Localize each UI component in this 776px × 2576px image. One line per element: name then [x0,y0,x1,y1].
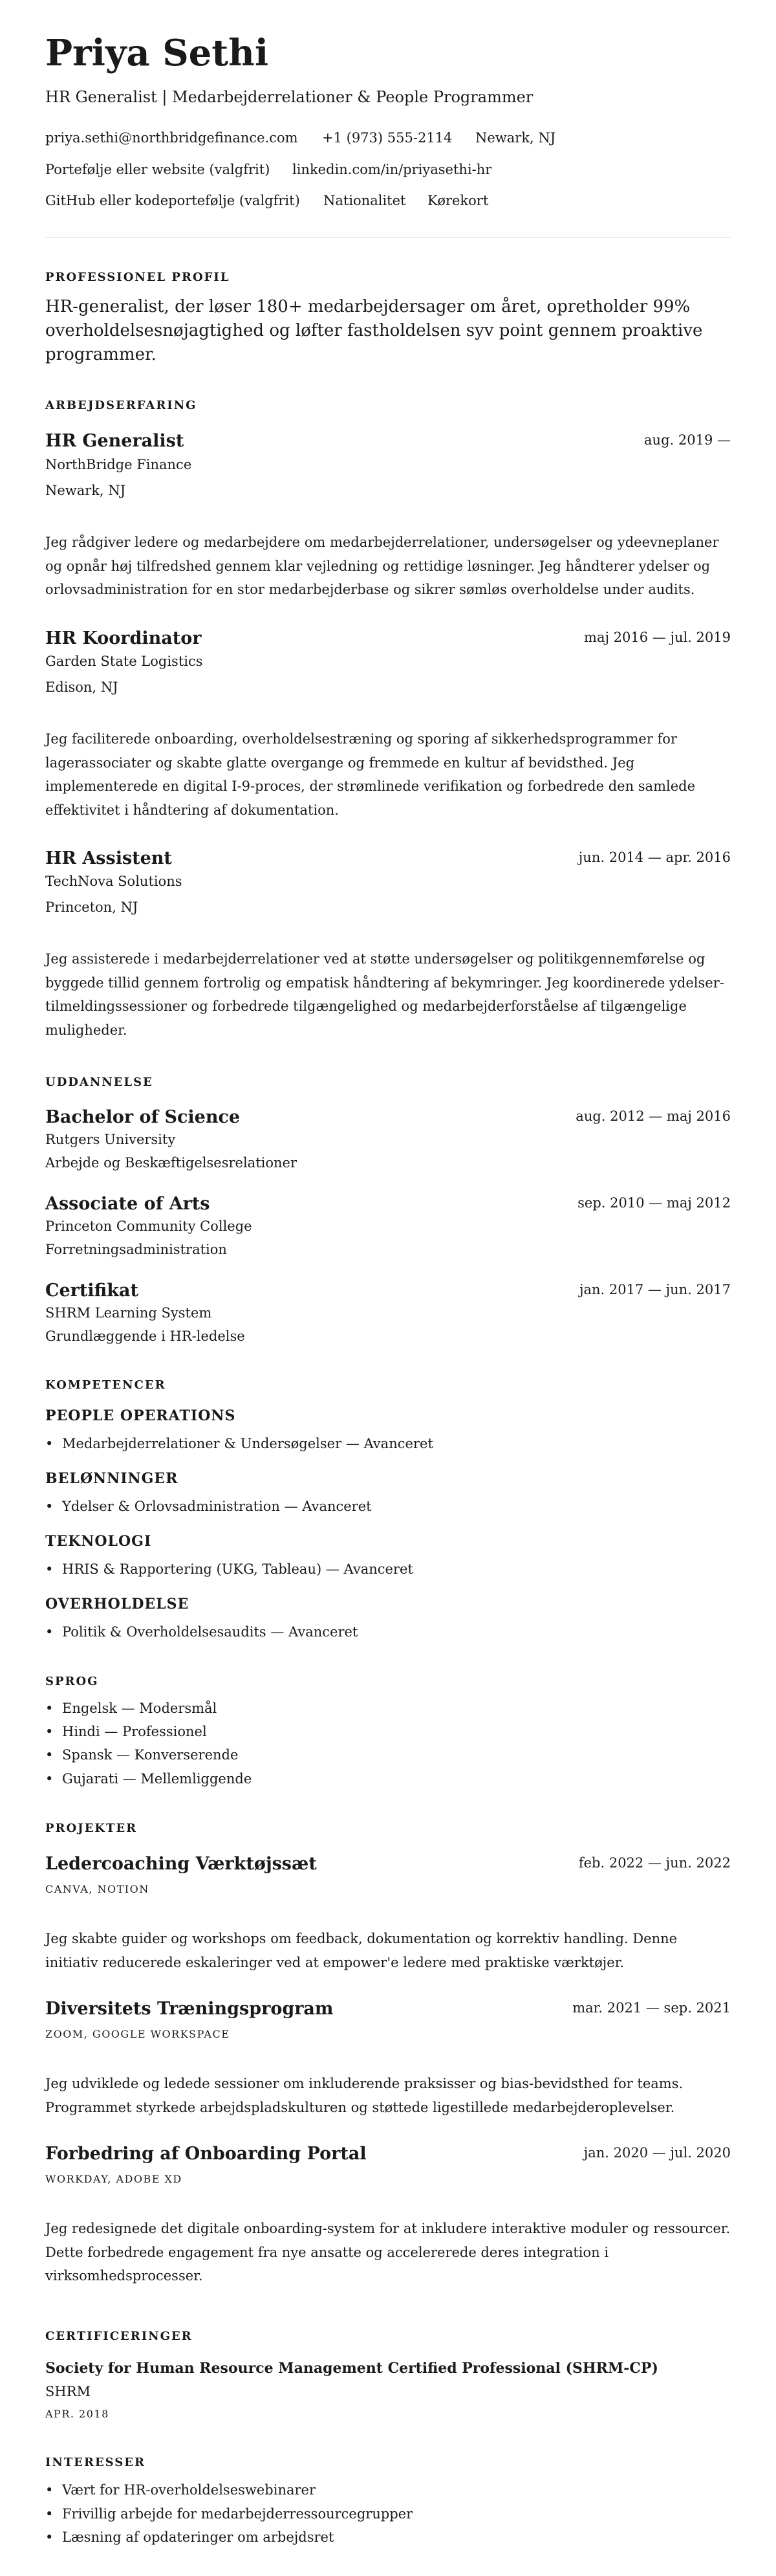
project-tech: ZOOM, GOOGLE WORKSPACE [45,2028,230,2040]
language-item: • Hindi — Professionel [62,1724,207,1739]
job-dates: maj 2016 — jul. 2019 [584,630,731,645]
interest-item: • Læsning af opdateringer om arbejdsret [62,2529,334,2545]
education-dates: sep. 2010 — maj 2012 [577,1195,731,1211]
section-heading-profile: PROFESSIONEL PROFIL [45,270,230,284]
candidate-tagline: HR Generalist | Medarbejderrelationer & People Programmer [45,88,534,106]
job-dates: aug. 2019 — [644,432,731,448]
skill-group-name: OVERHOLDELSE [45,1596,189,1613]
job-description: Jeg assisterede i medarbejderrelationer ved at støtte undersøgelser og politikgennemførelse og byggede tillid gennem fortrolig og empatisk håndtering af bekymringer. Jeg koordinerede ydelser-tilmeldingssessioner og forbedrede tilgængelighed og medarbejderforståelse af tilgængelige muligheder. [45,951,724,1038]
project-dates: jan. 2020 — jul. 2020 [583,2145,731,2161]
section-heading-interests: INTERESSER [45,2456,146,2469]
project-dates: mar. 2021 — sep. 2021 [572,2000,731,2016]
job-dates: jun. 2014 — apr. 2016 [578,850,731,865]
profile-summary: HR-generalist, der løser 180+ medarbejdersager om året, opretholder 99% overholdelsesnøjagtighed og løfter fastholdelsen syv point gennem proaktive programmer. [45,297,703,364]
interest-item: • Vært for HR-overholdelseswebinarer [62,2482,316,2498]
project-description: Jeg skabte guider og workshops om feedback, dokumentation og korrektiv handling. Denne initiativ reducerede eskaleringer ved at empower'e ledere med praktiske værktøjer. [45,1931,678,1970]
skill-group-name: TEKNOLOGI [45,1533,152,1550]
language-item: • Spansk — Konverserende [62,1747,238,1763]
project-title: Forbedring af Onboarding Portal [45,2144,367,2164]
skill-item: • Politik & Overholdelsesaudits — Avanceret [62,1624,358,1640]
project-title: Ledercoaching Værktøjssæt [45,1854,317,1874]
contact-phone[interactable]: +1 (973) 555-2114 [322,130,453,146]
job-title: HR Generalist [45,431,184,451]
section-heading-education: UDDANNELSE [45,1075,153,1089]
project-description: Jeg redesignede det digitale onboarding-system for at inkludere interaktive moduler og ressourcer. Dette forbedrede engagement fra nye ansatte og accelererede deres integration i virksomhedsprocesser. [45,2221,731,2284]
contact-nationality: Nationalitet [323,193,406,208]
school-name: Princeton Community College [45,1218,252,1234]
skill-group-name: BELØNNINGER [45,1470,178,1487]
contact-email[interactable]: priya.sethi@northbridgefinance.com [45,130,298,146]
contact-portfolio[interactable]: Portefølje eller website (valgfrit) [45,162,270,177]
field-of-study: Grundlæggende i HR-ledelse [45,1328,245,1344]
job-location: Princeton, NJ [45,899,138,915]
job-description: Jeg faciliterede onboarding, overholdelsestræning og sporing af sikkerhedsprogrammer for lagerassociater og skabte glatte overgange og fremmede en kultur af bevidsthed. Jeg implementerede en digital I-9-proces, der strømlinede verifikation og forbedrede den samlede effektivitet i håndtering af dokumentation. [45,731,696,818]
skill-item: • HRIS & Rapportering (UKG, Tableau) — Avanceret [62,1561,413,1577]
contact-github[interactable]: GitHub eller kodeportefølje (valgfrit) [45,193,300,208]
contact-license: Kørekort [427,193,489,208]
skill-item: • Ydelser & Orlovsadministration — Avanceret [62,1499,372,1514]
language-item: • Gujarati — Mellemliggende [62,1771,252,1787]
project-tech: WORKDAY, ADOBE XD [45,2173,182,2185]
project-title: Diversitets Træningsprogram [45,1999,334,2019]
field-of-study: Forretningsadministration [45,1242,227,1257]
skill-group-name: PEOPLE OPERATIONS [45,1407,236,1424]
skill-item: • Medarbejderrelationer & Undersøgelser — Avanceret [62,1436,433,1451]
school-name: SHRM Learning System [45,1305,212,1321]
candidate-name: Priya Sethi [45,32,269,74]
section-heading-experience: ARBEJDSERFARING [45,399,197,412]
section-heading-certifications: CERTIFICERINGER [45,2329,193,2343]
degree-title: Bachelor of Science [45,1107,241,1127]
contact-linkedin[interactable]: linkedin.com/in/priyasethi-hr [292,162,492,177]
job-title: HR Assistent [45,848,172,868]
job-company: TechNova Solutions [45,874,182,889]
education-dates: jan. 2017 — jun. 2017 [579,1282,731,1297]
field-of-study: Arbejde og Beskæftigelsesrelationer [45,1155,297,1171]
interest-item: • Frivillig arbejde for medarbejderressourcegrupper [62,2506,413,2522]
section-heading-skills: KOMPETENCER [45,1378,166,1392]
job-company: Garden State Logistics [45,654,203,669]
education-dates: aug. 2012 — maj 2016 [576,1108,731,1124]
project-tech: CANVA, NOTION [45,1883,149,1895]
degree-title: Associate of Arts [45,1194,210,1214]
section-heading-projects: PROJEKTER [45,1822,138,1835]
certification-issuer: SHRM [45,2384,91,2399]
job-description: Jeg rådgiver ledere og medarbejdere om medarbejderrelationer, undersøgelser og ydeevneplaner og opnår høj tilfredshed gennem klar vejledning og rettidige løsninger. Jeg håndterer ydelser og orlovsadministration for en stor medarbejderbase og sikrer sømløs overholdelse under audits. [45,534,719,597]
section-heading-languages: SPROG [45,1675,99,1688]
job-location: Edison, NJ [45,679,118,695]
certification-name: Society for Human Resource Management Certified Professional (SHRM-CP) [45,2360,658,2377]
job-title: HR Koordinator [45,628,202,648]
project-dates: feb. 2022 — jun. 2022 [578,1855,731,1871]
project-description: Jeg udviklede og ledede sessioner om inkluderende praksisser og bias-bevidsthed for teams. Programmet styrkede arbejdspladskulturen og støttede ligestillede medarbejderoplevelser. [45,2076,684,2115]
job-company: NorthBridge Finance [45,457,192,472]
job-location: Newark, NJ [45,483,126,498]
certification-date: APR. 2018 [45,2408,109,2420]
language-item: • Engelsk — Modersmål [62,1701,217,1716]
contact-location: Newark, NJ [475,130,556,146]
degree-title: Certifikat [45,1281,138,1301]
school-name: Rutgers University [45,1132,176,1147]
